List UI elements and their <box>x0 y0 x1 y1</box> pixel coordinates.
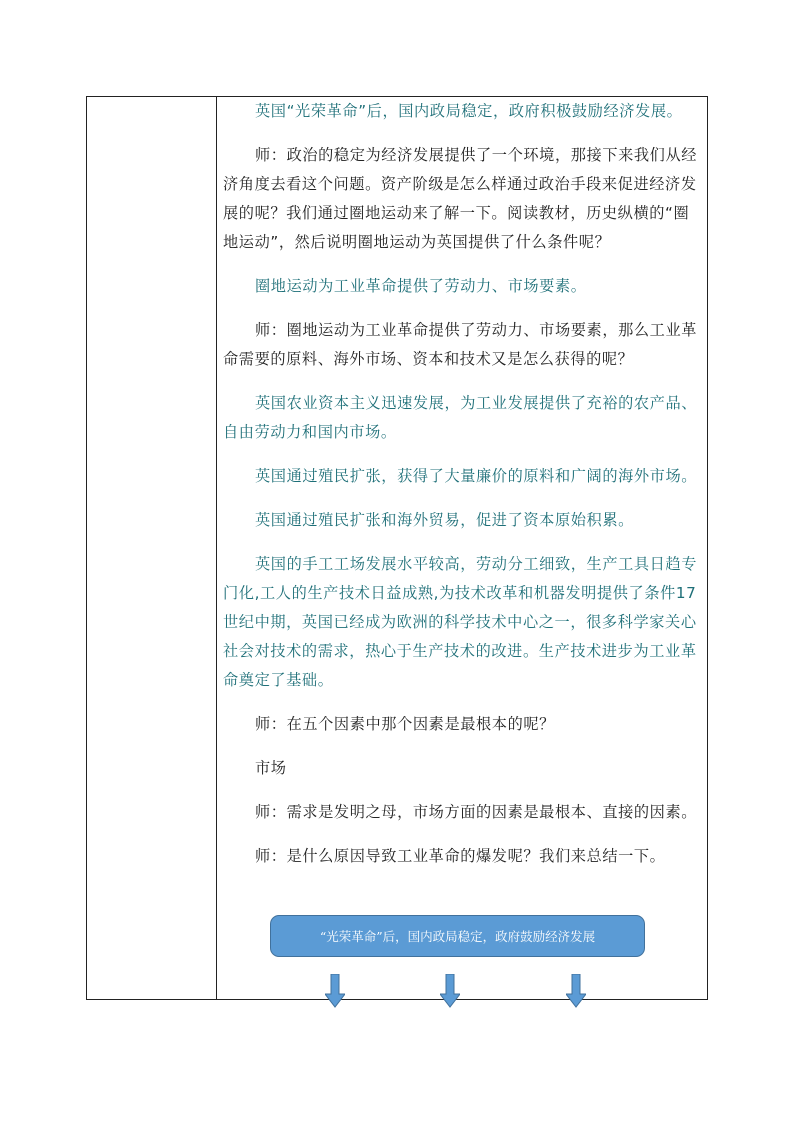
table-column-divider <box>216 96 217 1000</box>
paragraph-answer: 英国通过殖民扩张和海外贸易，促进了资本原始积累。 <box>255 511 634 529</box>
paragraph-teacher: 师：需求是发明之母，市场方面的因素是最根本、直接的因素。 <box>255 803 698 821</box>
paragraph-answer: 英国“光荣革命”后，国内政局稳定，政府积极鼓励经济发展。 <box>255 102 683 120</box>
paragraph-teacher: 师：在五个因素中那个因素是最根本的呢？ <box>255 715 555 733</box>
paragraph-answer: 英国农业资本主义迅速发展，为工业发展提供了充裕的农产品、自由劳动力和国内市场。 <box>223 394 698 441</box>
paragraph-teacher: 师：是什么原因导致工业革命的爆发呢？我们来总结一下。 <box>255 847 666 865</box>
paragraph-teacher: 师：政治的稳定为经济发展提供了一个环境，那接下来我们从经济角度去看这个问题。资产阶级是怎么样通过政治手段来促进经济发展的呢？我们通过圈地运动来了解一下。阅读教材，历史纵横的“圈地运动”，然后说明圈地运动为英国提供了什么条件呢？ <box>223 146 698 251</box>
flowchart-box: “光荣革命”后，国内政局稳定，政府鼓励经济发展 <box>270 915 645 957</box>
lesson-content <box>223 97 703 871</box>
paragraph-answer: 英国通过殖民扩张，获得了大量廉价的原料和广阔的海外市场。 <box>255 467 698 485</box>
paragraph-teacher: 师：圈地运动为工业革命提供了劳动力、市场要素，那么工业革命需要的原料、海外市场、资本和技术又是怎么获得的呢？ <box>223 321 698 368</box>
down-arrow-icon <box>440 974 460 1008</box>
paragraph-answer: 英国的手工工场发展水平较高，劳动分工细致，生产工具日趋专门化,工人的生产技术日益成熟,为技术改革和机器发明提供了条件17世纪中期，英国已经成为欧洲的科学技术中心之一，很多科学家关心社会对技术的需求，热心于生产技术的改进。生产技术进步为工业革命奠定了基础。 <box>223 555 698 689</box>
down-arrow-icon <box>325 974 345 1008</box>
paragraph-student-answer: 市场 <box>255 759 287 777</box>
paragraph-answer: 圈地运动为工业革命提供了劳动力、市场要素。 <box>255 277 587 295</box>
down-arrow-icon <box>566 974 586 1008</box>
